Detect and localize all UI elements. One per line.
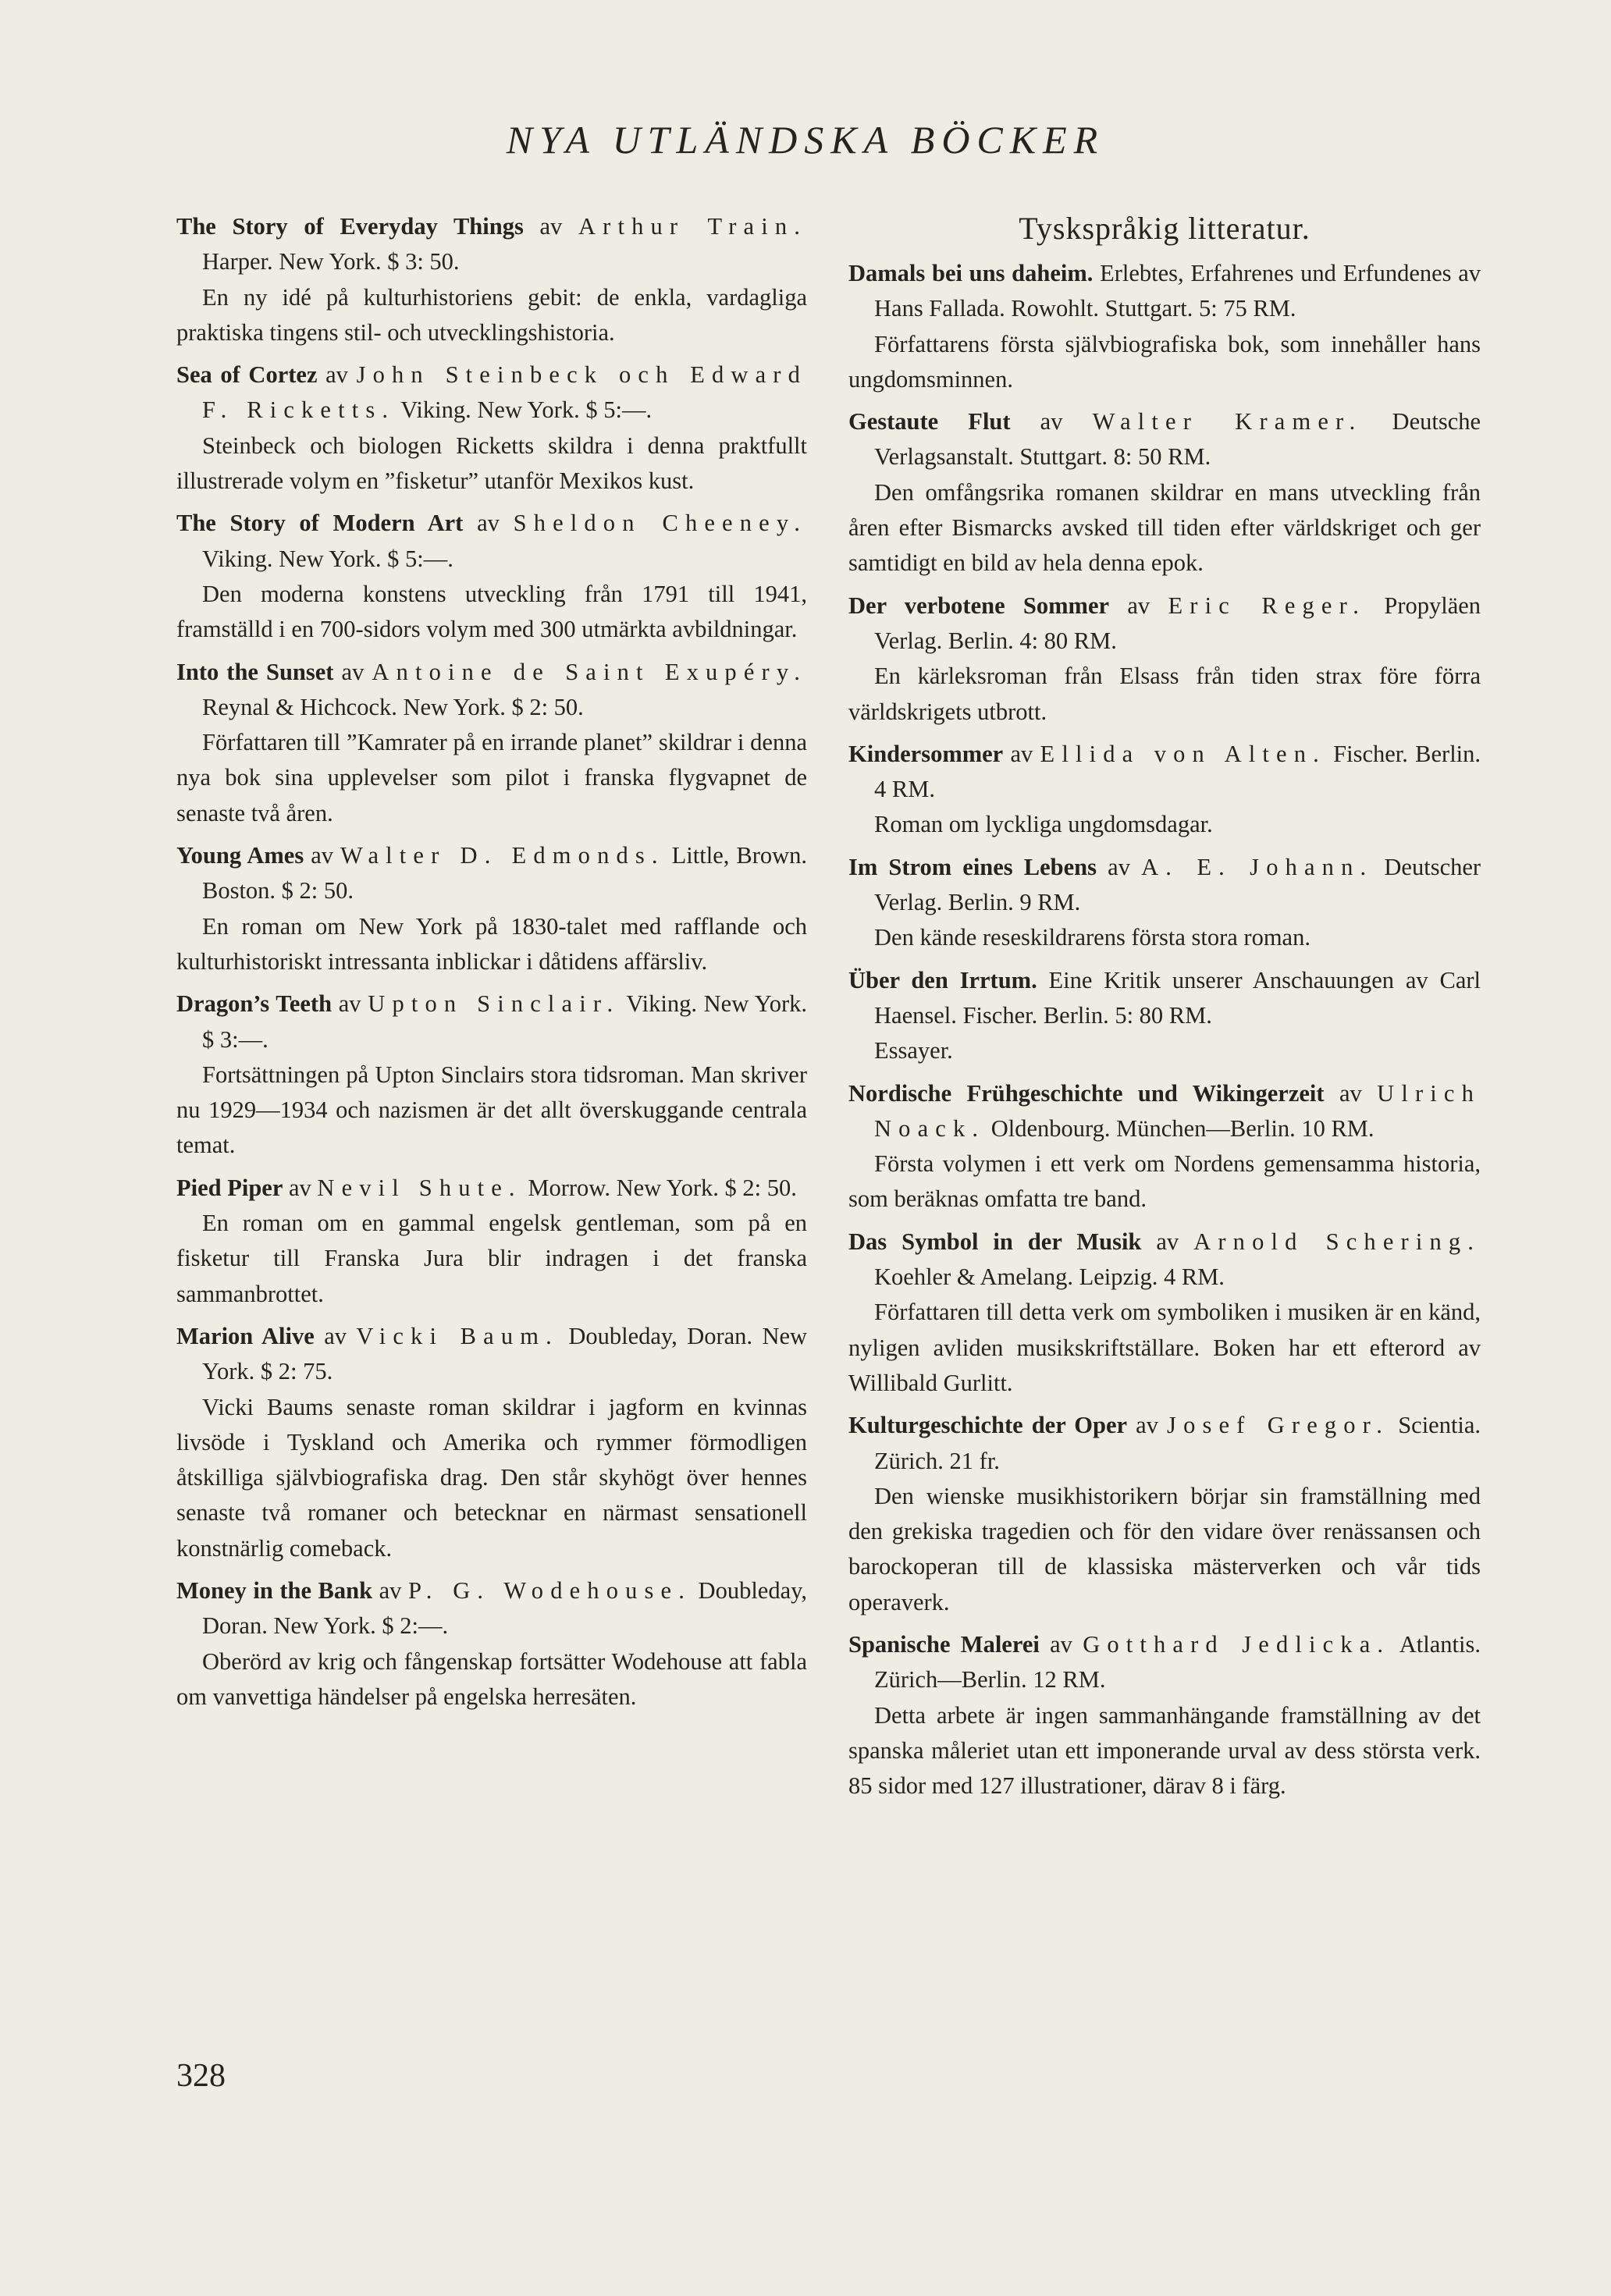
- book-publication: Atlantis. Zürich—Berlin. 12 RM.: [874, 1630, 1481, 1694]
- book-av: av: [539, 213, 563, 240]
- book-description: En ny idé på kulturhistoriens gebit: de enkla, vardagliga praktiska tingens stil- och utvecklingshistoria.: [176, 283, 807, 346]
- book-author: Vicki Baum.: [356, 1322, 559, 1349]
- book-publication: Viking. New York. $ 5:—.: [400, 396, 653, 424]
- page-title: NYA UTLÄNDSKA BÖCKER: [506, 118, 1105, 162]
- book-entry-head: [176, 1319, 807, 1390]
- book-entry: [176, 1319, 807, 1566]
- book-entry-head: [848, 1408, 1481, 1479]
- book-publication: Eine Kritik unserer Anschauungen av Carl Haensel. Fischer. Berlin. 5: 80 RM.: [874, 966, 1481, 1029]
- left-column: [176, 209, 807, 1722]
- book-entry: [848, 963, 1481, 1069]
- book-av: av: [1108, 853, 1130, 880]
- book-author: Eric Reger.: [1168, 592, 1367, 619]
- book-author: Sheldon Cheeney.: [513, 510, 808, 537]
- book-description: En roman om New York på 1830-talet med rafflande och kulturhistoriskt intressanta inblickar i dåtidens affärsliv.: [176, 912, 807, 975]
- book-av: av: [477, 510, 500, 537]
- book-entry: [176, 357, 807, 499]
- book-description: Första volymen i ett verk om Nordens gemensamma historia, som beräknas omfatta tre band.: [848, 1150, 1481, 1213]
- book-author: Gotthard Jedlicka.: [1083, 1630, 1391, 1658]
- book-title: Sea of Cortez: [176, 361, 318, 389]
- book-publication: Erlebtes, Erfahrenes und Erfundenes av Hans Fallada. Rowohlt. Stuttgart. 5: 75 RM.: [874, 260, 1481, 322]
- book-author: John Steinbeck och Edward F. Ricketts.: [202, 361, 808, 424]
- book-title: Into the Sunset: [176, 658, 334, 685]
- book-author: Walter Kramer.: [1092, 408, 1363, 435]
- book-publication: Reynal & Hichcock. New York. $ 2: 50.: [202, 693, 584, 720]
- book-entry: [176, 838, 807, 979]
- book-description: Oberörd av krig och fångenskap fortsätter Wodehouse att fabla om vanvettiga händelser på engelska herresäten.: [176, 1647, 807, 1710]
- book-entry-head: [848, 737, 1481, 808]
- book-description: Den kände reseskildrarens första stora roman.: [874, 924, 1310, 951]
- book-author: Upton Sinclair.: [368, 990, 621, 1018]
- book-entry: [176, 506, 807, 647]
- book-entry: [848, 850, 1481, 956]
- book-entry: [848, 256, 1481, 397]
- book-author: Nevil Shute.: [317, 1174, 522, 1201]
- book-description: Den moderna konstens utveckling från 1791 till 1941, framställd i en 700-sidors volym med 300 utmärkta avbildningar.: [176, 580, 807, 643]
- book-title: Young Ames: [176, 842, 304, 869]
- book-author: Antoine de Saint Exupéry.: [372, 658, 808, 685]
- book-entry: [848, 1408, 1481, 1620]
- book-entry: [848, 588, 1481, 730]
- book-entry-head: [848, 256, 1481, 327]
- book-publication: Oldenbourg. München—Berlin. 10 RM.: [990, 1114, 1375, 1142]
- book-description: Författarens första självbiografiska bok, som innehåller hans ungdomsminnen.: [848, 330, 1481, 393]
- book-title: Spanische Malerei: [848, 1630, 1040, 1658]
- book-description: Fortsättningen på Upton Sinclairs stora tidsroman. Man skriver nu 1929—1934 och nazismen är det allt överskuggande centrala temat.: [176, 1061, 807, 1159]
- right-entries: [848, 256, 1481, 1804]
- book-av: av: [1050, 1630, 1072, 1658]
- book-author: Arthur Train.: [578, 213, 807, 240]
- book-av: av: [1127, 592, 1150, 619]
- book-av: av: [325, 361, 348, 389]
- book-av: av: [1136, 1412, 1158, 1439]
- book-entry: [848, 1224, 1481, 1401]
- book-author: Josef Gregor.: [1167, 1412, 1390, 1439]
- book-publication: Deutscher Verlag. Berlin. 9 RM.: [874, 853, 1481, 916]
- book-entry: [848, 737, 1481, 843]
- book-title: Damals bei uns daheim.: [848, 260, 1094, 286]
- book-title: Kindersommer: [848, 740, 1004, 767]
- book-author: Walter D. Edmonds.: [340, 842, 665, 869]
- book-av: av: [341, 658, 365, 685]
- book-av: av: [1339, 1079, 1362, 1107]
- book-description: Författaren till ”Kamrater på en irrande planet” skildrar i denna nya bok sina upplevelser som pilot i franska flygvapnet de senaste två åren.: [176, 729, 807, 826]
- book-entry-head: [176, 1171, 807, 1206]
- book-publication: Harper. New York. $ 3: 50.: [202, 248, 460, 275]
- book-title: Über den Irrtum.: [848, 966, 1037, 993]
- book-entry-head: [176, 209, 807, 280]
- book-publication: Viking. New York. $ 5:—.: [202, 545, 453, 572]
- book-entry-head: [176, 655, 807, 726]
- book-entry: [176, 1171, 807, 1312]
- book-title: Pied Piper: [176, 1174, 283, 1201]
- book-av: av: [379, 1576, 402, 1604]
- book-publication: Scientia. Zürich. 21 fr.: [874, 1412, 1481, 1474]
- book-entry: [176, 655, 807, 831]
- book-entry: [848, 1076, 1481, 1217]
- book-description: Steinbeck och biologen Ricketts skildra i denna praktfullt illustrerade volym en ”fisketur” utanför Mexikos kust.: [176, 432, 807, 495]
- book-title: Gestaute Flut: [848, 408, 1011, 435]
- book-av: av: [324, 1322, 347, 1349]
- book-description: Den omfångsrika romanen skildrar en mans utveckling från åren efter Bismarcks avsked till tiden efter världskriget och ger samtidigt en bild av hela denna epok.: [848, 478, 1481, 577]
- book-entry-head: [176, 506, 807, 577]
- book-publication: Doubleday, Doran. New York. $ 2:—.: [202, 1576, 808, 1640]
- book-publication: Propyläen Verlag. Berlin. 4: 80 RM.: [874, 592, 1481, 654]
- book-entry-head: [848, 404, 1481, 475]
- book-title: Dragon’s Teeth: [176, 990, 333, 1018]
- book-av: av: [338, 990, 361, 1018]
- book-publication: Koehler & Amelang. Leipzig. 4 RM.: [874, 1264, 1225, 1291]
- book-title: Money in the Bank: [176, 1576, 373, 1604]
- book-entry-head: [848, 1076, 1481, 1147]
- book-entry-head: [848, 588, 1481, 659]
- right-column: [848, 209, 1481, 1811]
- book-title: The Story of Modern Art: [176, 510, 464, 537]
- book-title: Kulturgeschichte der Oper: [848, 1412, 1128, 1439]
- book-description: Den wienske musikhistorikern börjar sin framställning med den grekiska tragedien och för den vidare över renässansen och barockoperan till de klassiska mästerverken och vår tids operaverk.: [848, 1482, 1481, 1615]
- book-title: Marion Alive: [176, 1322, 315, 1349]
- book-publication: Doubleday, Doran. New York. $ 2: 75.: [202, 1322, 808, 1385]
- book-entry: [176, 209, 807, 350]
- book-publication: Little, Brown. Boston. $ 2: 50.: [202, 842, 807, 905]
- book-entry-head: [848, 1224, 1481, 1295]
- book-av: av: [289, 1174, 311, 1201]
- section-heading: Tyskspråkig litteratur.: [1019, 211, 1310, 246]
- book-author: Arnold Schering.: [1193, 1228, 1481, 1255]
- book-publication: Morrow. New York. $ 2: 50.: [528, 1174, 797, 1201]
- book-publication: Fischer. Berlin. 4 RM.: [874, 740, 1481, 803]
- book-description: Roman om lyckliga ungdomsdagar.: [874, 811, 1213, 838]
- page-number: 328: [176, 2058, 226, 2094]
- book-author: Ellida von Alten.: [1040, 740, 1326, 767]
- book-title: Nordische Frühgeschichte und Wikingerzeit: [848, 1079, 1325, 1107]
- book-publication: Viking. New York. $ 3:—.: [202, 990, 808, 1053]
- book-title: The Story of Everyday Things: [176, 213, 524, 240]
- book-author: P. G. Wodehouse.: [408, 1576, 692, 1604]
- book-entry-head: [176, 1573, 807, 1644]
- book-author: A. E. Johann.: [1141, 853, 1374, 880]
- book-av: av: [1156, 1228, 1179, 1255]
- book-description: En kärleksroman från Elsass från tiden strax före förra världskrigets utbrott.: [848, 663, 1481, 725]
- book-av: av: [311, 842, 333, 869]
- book-entry-head: [176, 986, 807, 1057]
- book-av: av: [1040, 408, 1063, 435]
- book-entry: [176, 986, 807, 1163]
- book-title: Der verbotene Sommer: [848, 592, 1110, 619]
- book-description: Essayer.: [874, 1037, 953, 1064]
- book-entry: [848, 404, 1481, 581]
- book-description: Vicki Baums senaste roman skildrar i jagform en kvinnas livsöde i Tyskland och Amerika och rymmer förmodligen åtskilliga självbiografiska drag. Den står skyhögt över hennes senaste två romaner och betecknar en närmast sensationell konstnärlig comeback.: [176, 1393, 807, 1562]
- book-entry-head: [176, 357, 807, 428]
- book-entry: [176, 1573, 807, 1715]
- book-entry-head: [848, 1627, 1481, 1698]
- book-description: En roman om en gammal engelsk gentleman, som på en fisketur till Franska Jura blir indragen i det franska sammanbrottet.: [176, 1210, 807, 1307]
- book-description: Detta arbete är ingen sammanhängande framställning av det spanska måleriet utan ett imponerande urval av dess största verk. 85 sidor med 127 illustrationer, därav 8 i färg.: [848, 1701, 1481, 1800]
- book-title: Im Strom eines Lebens: [848, 853, 1097, 880]
- book-av: av: [1010, 740, 1033, 767]
- book-description: Författaren till detta verk om symboliken i musiken är en känd, nyligen avliden musikskriftställare. Boken har ett efterord av Willibald Gurlitt.: [848, 1299, 1481, 1396]
- book-entry: [848, 1627, 1481, 1804]
- book-publication: Deutsche Verlagsanstalt. Stuttgart. 8: 50 RM.: [874, 408, 1481, 471]
- book-entry-head: [848, 963, 1481, 1034]
- book-title: Das Symbol in der Musik: [848, 1228, 1142, 1255]
- book-entry-head: [848, 850, 1481, 921]
- book-entry-head: [176, 838, 807, 909]
- book-author: Ulrich Noack.: [874, 1079, 1481, 1142]
